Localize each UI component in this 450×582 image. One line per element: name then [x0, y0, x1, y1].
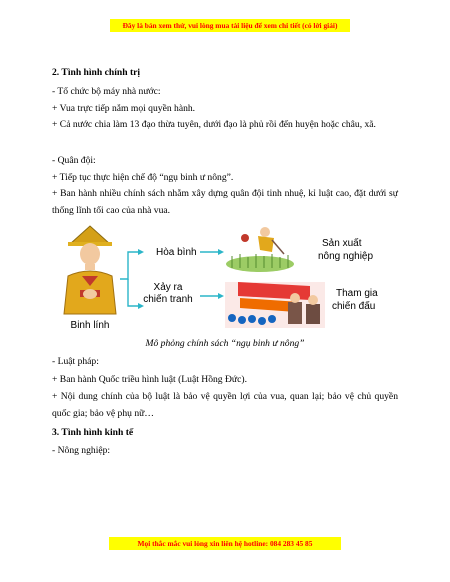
war-label-line2: chiến tranh [143, 294, 193, 305]
text-line: - Nông nghiệp: [52, 445, 111, 456]
soldier-illustration [64, 226, 116, 331]
peace-label: Hòa bình [156, 247, 197, 258]
text-line: - Quân đội: [52, 155, 96, 166]
text-line: + Tiếp tục thực hiện chế độ “ngụ binh ư nông”. [52, 172, 234, 183]
text-line: - Luật pháp: [52, 356, 99, 367]
farming-label-line1: Sản xuất [322, 238, 362, 249]
battle-illustration [225, 282, 325, 328]
text-paragraph: + Cả nước chia làm 13 đạo thừa tuyên, dưới đạo là phủ rồi đến huyện hoặc châu, xã. [52, 119, 376, 130]
combat-label-line2: chiến đấu [332, 301, 376, 312]
section-title: 3. Tình hình kinh tế [52, 427, 134, 438]
preview-banner: Đây là bản xem thử, vui lòng mua tài liệu để xem chi tiết (có lời giải) [110, 19, 350, 32]
soldier-label: Binh lính [70, 320, 110, 331]
text-line: + Ban hành Quốc triều hình luật (Luật Hồng Đức). [52, 374, 247, 385]
figure-caption: Mô phỏng chính sách “ngụ binh ư nông” [145, 338, 305, 349]
section-title: 2. Tình hình chính trị [52, 67, 141, 78]
farming-illustration [226, 227, 294, 272]
hotline-footer: Mọi thắc mắc vui lòng xin liên hệ hotline: 084 283 45 85 [109, 537, 341, 550]
farming-label-line2: nông nghiệp [318, 251, 374, 262]
ngu-binh-u-nong-diagram [60, 224, 390, 336]
text-paragraph: + Ban hành nhiều chính sách nhằm xây dựng quân đội tinh nhuệ, kỉ luật cao, đặt dưới sự thống lĩnh tối cao của nhà vua. [52, 188, 398, 216]
war-label-line1: Xảy ra [153, 282, 183, 293]
text-line: + Vua trực tiếp nắm mọi quyền hành. [52, 103, 196, 114]
text-paragraph: + Nội dung chính của bộ luật là bảo vệ quyền lợi của vua, quan lại; bảo vệ chủ quyền quốc gia; bảo vệ phụ nữ… [52, 391, 398, 419]
combat-label-line1: Tham gia [336, 288, 378, 299]
text-line: - Tổ chức bộ máy nhà nước: [52, 86, 161, 97]
